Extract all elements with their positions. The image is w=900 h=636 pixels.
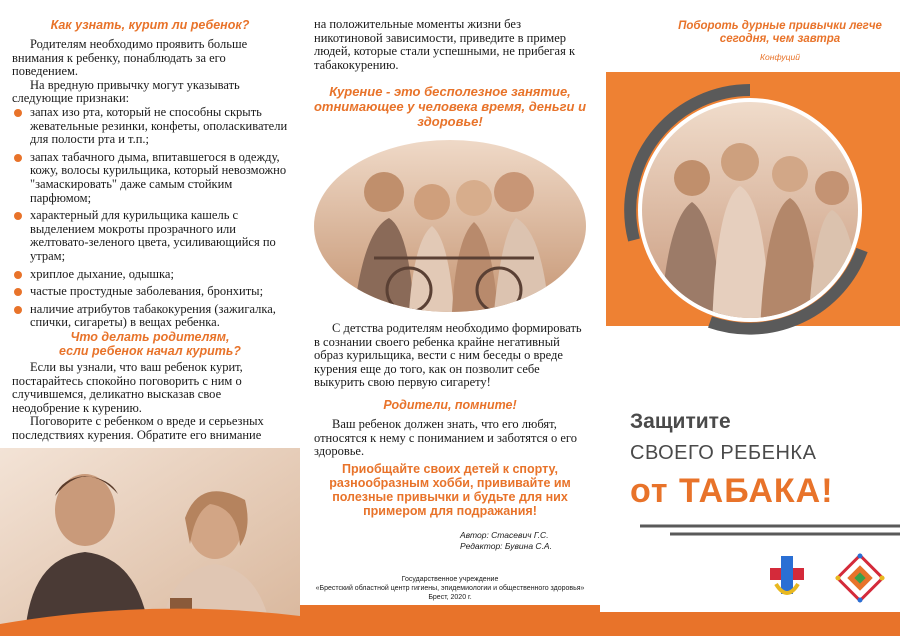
list-item bbox=[12, 268, 294, 282]
bottom-orange-band bbox=[600, 612, 900, 636]
intro-paragraph-1: Родителям необходимо проявить больше внимания к ребенку, понаблюдать за его поведением. bbox=[12, 37, 248, 79]
confucius-quote bbox=[660, 20, 900, 46]
quote-line-1: Побороть дурные привычки легче bbox=[678, 20, 882, 32]
section-title-line-2: если ребенок начал курить? bbox=[59, 344, 241, 358]
photo-teens-group bbox=[600, 50, 900, 370]
bullet-icon bbox=[14, 154, 22, 162]
decorative-lines bbox=[600, 522, 900, 542]
cover-title-line-3: от ТАБАКА! bbox=[630, 472, 834, 510]
list-item-text: хриплое дыхание, одышка; bbox=[30, 266, 174, 281]
list-item bbox=[12, 151, 294, 205]
list-item bbox=[12, 106, 294, 147]
list-item bbox=[12, 209, 294, 263]
cover-title-line-2: СВОЕГО РЕБЕНКА bbox=[630, 442, 817, 464]
intro-paragraph-2: На вредную привычку могут указывать следующие признаки: bbox=[12, 77, 240, 106]
list-item-text: характерный для курильщика кашель с выделением мокроты прозрачного или желтовато-зеленого цвета, усиливающийся по утрам; bbox=[30, 208, 276, 263]
list-item-text: запах изо рта, который не способны скрыть жевательные резинки, конфеты, ополаскиватели для полости рта и т.п.; bbox=[30, 105, 288, 147]
list-item-text: наличие атрибутов табакокурения (зажигалка, спички, сигареты) в вещах ребенка. bbox=[30, 301, 276, 330]
photo-teen-and-mother bbox=[0, 448, 300, 636]
signs-list bbox=[12, 106, 294, 334]
list-item bbox=[12, 285, 294, 299]
bullet-icon bbox=[14, 306, 22, 314]
parents-remember-heading: Родители, помните! bbox=[383, 398, 517, 412]
health-center-logo-icon bbox=[770, 556, 804, 594]
list-item-text: частые простудные заболевания, бронхиты; bbox=[30, 284, 264, 299]
quote-line-2: сегодня, чем завтра bbox=[719, 33, 841, 45]
photo-family-bicycles bbox=[314, 140, 586, 312]
section-title-line-1: Что делать родителям, bbox=[70, 330, 230, 344]
bottom-orange-band bbox=[300, 605, 600, 636]
institution-line-3: Брест, 2020 г. bbox=[428, 594, 472, 601]
bullet-icon bbox=[14, 288, 22, 296]
logos bbox=[750, 550, 900, 610]
section-title-how-to-know: Как узнать, курит ли ребенок? bbox=[50, 18, 250, 32]
advice-text bbox=[12, 361, 292, 443]
child-love-text: Ваш ребенок должен знать, что его любят, относятся к нему с пониманием и заботятся о его здоровье. bbox=[314, 417, 578, 459]
panel-cover bbox=[600, 0, 900, 636]
list-item-text: запах табачного дыма, впитавшегося в одежду, кожу, волосы курильщика, который невозможно "замаскировать" даже самым стойким парфюмом; bbox=[30, 149, 287, 205]
institution-line-2: «Брестский областной центр гигиены, эпидемиологии и общественного здоровья» bbox=[315, 585, 585, 592]
section-title-what-to-do bbox=[0, 330, 300, 358]
list-item bbox=[12, 303, 294, 330]
panel-middle bbox=[300, 0, 600, 636]
parents-formation-text: С детства родителям необходимо формировать в сознании своего ребенка крайне негативный образ курильщика, вести с ним беседы о вреде курения еще до того, как он позволит себе выкурить свою первую сигарету! bbox=[314, 321, 582, 390]
bullet-icon bbox=[14, 212, 22, 220]
advice-paragraph-1: Если вы узнали, что ваш ребенок курит, постарайтесь спокойно поговорить с ним о случившемся, деликатно высказав свое неодобрение к курению. bbox=[12, 360, 243, 415]
smoking-slogan: Курение - это бесполезное занятие, отнимающее у человека время, деньги и здоровье! bbox=[313, 84, 587, 129]
institution-info bbox=[300, 575, 600, 602]
continuation-text: на положительные моменты жизни без никотиновой зависимости, приведите в пример людей, которые стали успешными, не прибегая к табакокурению. bbox=[314, 17, 576, 72]
editor-credit: Редактор: Бувина С.А. bbox=[460, 541, 552, 551]
institution-line-1: Государственное учреждение bbox=[401, 576, 499, 583]
bullet-icon bbox=[14, 271, 22, 279]
bullet-icon bbox=[14, 109, 22, 117]
advice-paragraph-2: Поговорите с ребенком о вреде и серьезных последствиях курения. Обратите его внимание bbox=[12, 414, 264, 442]
author-credit: Автор: Стасевич Г.С. bbox=[460, 530, 549, 540]
panel-left bbox=[0, 0, 300, 636]
call-to-action: Приобщайте своих детей к спорту, разнообразным хобби, прививайте им полезные привычки и будьте для них примером для подражания! bbox=[329, 462, 571, 518]
credits bbox=[460, 530, 600, 552]
ornament-logo-icon bbox=[836, 554, 885, 603]
intro-text bbox=[12, 38, 292, 106]
cover-title-line-1: Защитите bbox=[630, 410, 731, 433]
quote-author: Конфуций bbox=[760, 52, 800, 62]
